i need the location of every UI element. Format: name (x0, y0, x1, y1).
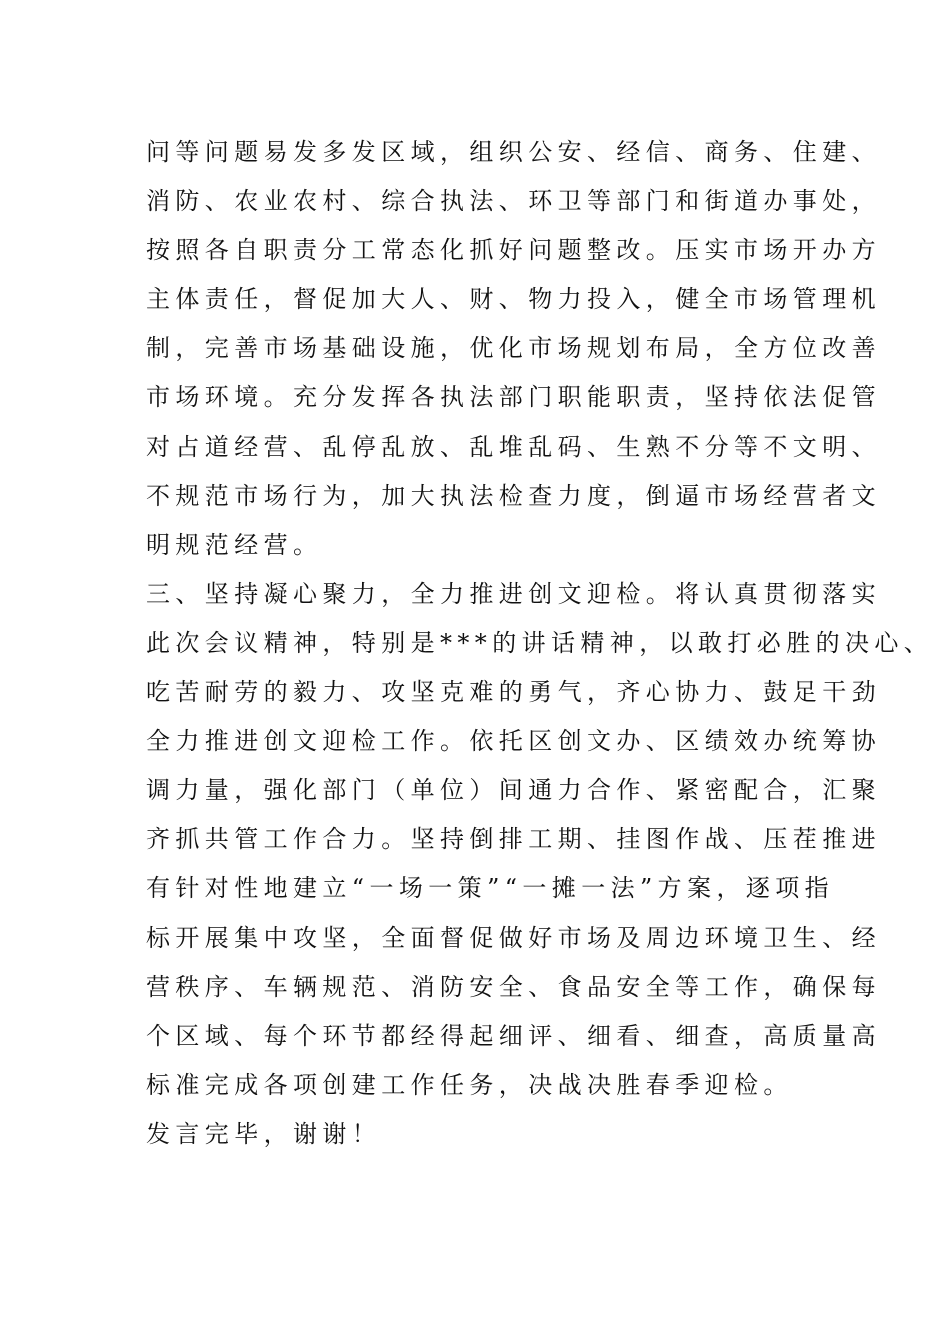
text-line: 营秩序、车辆规范、消防安全、食品安全等工作，确保每 (146, 972, 881, 1001)
text-line: 主体责任，督促加大人、财、物力投入，健全市场管理机 (146, 285, 881, 314)
document-body (146, 128, 934, 1159)
text-line: 市场环境。充分发挥各执法部门职能职责，坚持依法促管 (146, 383, 881, 412)
text-line: 个区域、每个环节都经得起细评、细看、细查，高质量高 (146, 1021, 881, 1050)
text-line: 标准完成各项创建工作任务，决战决胜春季迎检。 (146, 1070, 793, 1099)
text-line: 齐抓共管工作合力。坚持倒排工期、挂图作战、压茬推进 (146, 825, 881, 854)
text-line: 全力推进创文迎检工作。依托区创文办、区绩效办统筹协 (146, 727, 881, 756)
text-line: 按照各自职责分工常态化抓好问题整改。压实市场开办方 (146, 236, 881, 265)
text-line: 问等问题易发多发区域，组织公安、经信、商务、住建、 (146, 138, 881, 166)
text-line: 标开展集中攻坚，全面督促做好市场及周边环境卫生、经 (146, 923, 881, 952)
text-line: 制，完善市场基础设施，优化市场规划布局，全方位改善 (146, 334, 881, 363)
text-line: 消防、农业农村、综合执法、环卫等部门和街道办事处， (146, 187, 881, 216)
text-line: 调力量，强化部门（单位）间通力合作、紧密配合，汇聚 (146, 776, 881, 805)
closing-line: 发言完毕，谢谢！ (146, 1119, 382, 1148)
text-line: 此次会议精神，特别是***的讲话精神，以敢打必胜的决心、 (146, 628, 934, 657)
text-line: 吃苦耐劳的毅力、攻坚克难的勇气，齐心协力、鼓足干劲 (146, 678, 881, 707)
text-line: 对占道经营、乱停乱放、乱堆乱码、生熟不分等不文明、 (146, 432, 881, 461)
text-line: 有针对性地建立“一场一策”“一摊一法”方案，逐项指 (146, 874, 835, 903)
text-line: 不规范市场行为，加大执法检查力度，倒逼市场经营者文 (146, 481, 881, 510)
section-heading-line: 三、坚持凝心聚力，全力推进创文迎检。将认真贯彻落实 (146, 579, 881, 608)
text-line: 明规范经营。 (146, 530, 323, 559)
